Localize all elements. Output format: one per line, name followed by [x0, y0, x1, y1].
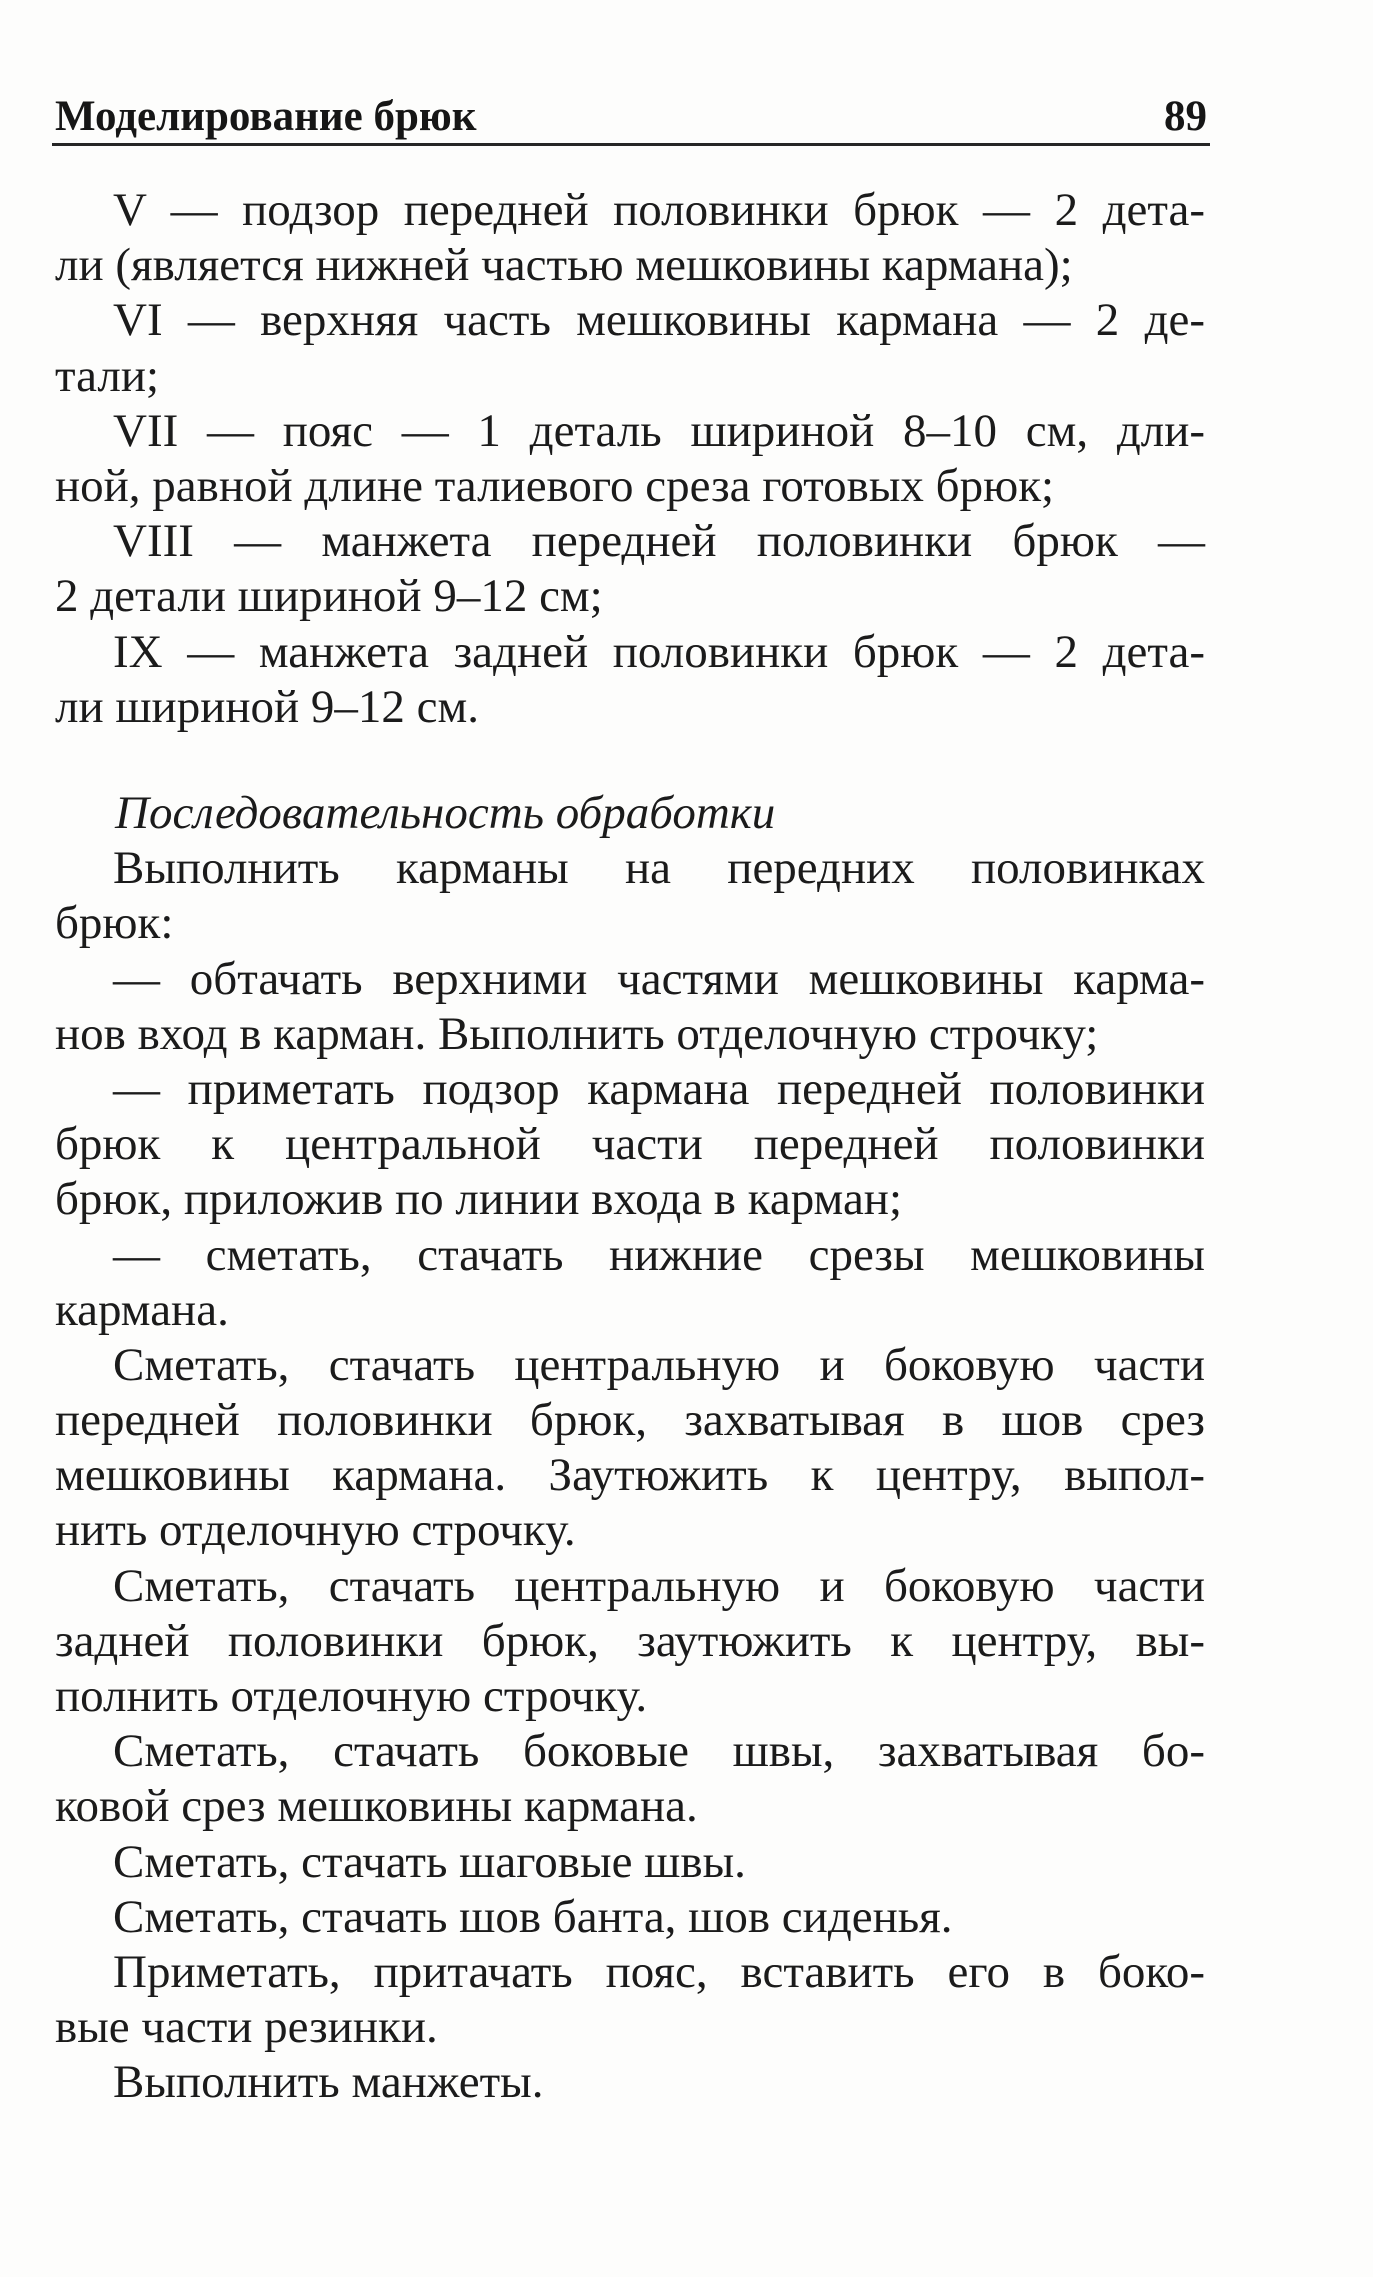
text-line: вые части резинки.	[55, 2001, 438, 2054]
text-line: тали;	[55, 349, 160, 402]
text-line: Сметать, стачать боковые швы, захватывая бо-	[113, 1725, 1205, 1778]
paragraph	[55, 514, 1205, 624]
paragraph	[55, 1890, 1205, 1945]
text-line: VI — верхняя часть мешковины кармана — 2 де-	[113, 294, 1205, 347]
text-line: брюк:	[55, 897, 174, 950]
text-line: ной, равной длине талиевого среза готовых брюк;	[55, 459, 1055, 512]
paragraph	[55, 1062, 1205, 1228]
text-line: — обтачать верхними частями мешковины карма-	[113, 952, 1205, 1005]
text-line: полнить отделочную строчку.	[55, 1670, 648, 1722]
chapter-title: Моделирование брюк	[55, 93, 477, 140]
paragraph	[55, 2055, 1205, 2110]
header-rule	[52, 143, 1210, 146]
paragraph	[55, 841, 1205, 951]
text-line: брюк к центральной части передней половинки	[55, 1118, 1205, 1171]
text-line: Сметать, стачать шаговые швы.	[113, 1835, 746, 1888]
text-line: — приметать подзор кармана передней половинки	[113, 1062, 1205, 1115]
text-line: нить отделочную строчку.	[55, 1504, 576, 1557]
text-line: Сметать, стачать центральную и боковую части	[113, 1338, 1205, 1391]
paragraph	[55, 952, 1205, 1062]
text-line: Выполнить карманы на передних половинках	[113, 842, 1205, 895]
text-line: ли шириной 9–12 см.	[55, 680, 480, 733]
text-line: VII — пояс — 1 деталь шириной 8–10 см, дли-	[113, 404, 1205, 457]
text-line: задней половинки брюк, заутюжить к центру, вы-	[55, 1614, 1205, 1667]
page-number: 89	[1164, 93, 1207, 140]
paragraph	[55, 1724, 1205, 1834]
running-header	[55, 86, 1207, 142]
paragraph	[55, 293, 1205, 403]
procedure-section	[55, 786, 1205, 2111]
paragraph	[55, 183, 1205, 293]
text-line: мешковины кармана. Заутюжить к центру, выпол-	[55, 1449, 1205, 1502]
text-line: Сметать, стачать шов банта, шов сиденья.	[113, 1890, 953, 1943]
text-line: Приметать, притачать пояс, вставить его в боко-	[113, 1945, 1205, 1998]
text-line: нов вход в карман. Выполнить отделочную строчку;	[55, 1007, 1099, 1060]
paragraph	[55, 1559, 1205, 1725]
text-line: ли (является нижней частью мешковины кармана);	[55, 239, 1073, 292]
text-line: кармана.	[55, 1283, 229, 1336]
text-line: 2 детали шириной 9–12 см;	[55, 570, 603, 623]
paragraph	[55, 1835, 1205, 1890]
parts-list	[55, 183, 1205, 735]
section-heading: Последовательность обработки	[115, 787, 776, 839]
text-line: Сметать, стачать центральную и боковую части	[113, 1559, 1205, 1612]
paragraph	[55, 1228, 1205, 1338]
text-line: передней половинки брюк, захватывая в шов срез	[55, 1394, 1205, 1447]
text-line: ковой срез мешковины кармана.	[55, 1780, 698, 1833]
paragraph	[55, 1338, 1205, 1559]
text-line: VIII — манжета передней половинки брюк —	[113, 515, 1205, 568]
paragraph	[55, 625, 1205, 735]
text-line: IX — манжета задней половинки брюк — 2 дета-	[113, 625, 1205, 678]
text-line: V — подзор передней половинки брюк — 2 дета-	[113, 184, 1205, 236]
procedure-steps	[55, 841, 1205, 2110]
paragraph	[55, 404, 1205, 514]
text-line: брюк, приложив по линии входа в карман;	[55, 1173, 903, 1226]
paragraph	[55, 1945, 1205, 2055]
text-line: Выполнить манжеты.	[113, 2056, 544, 2109]
text-line: — сметать, стачать нижние срезы мешковины	[113, 1228, 1205, 1281]
